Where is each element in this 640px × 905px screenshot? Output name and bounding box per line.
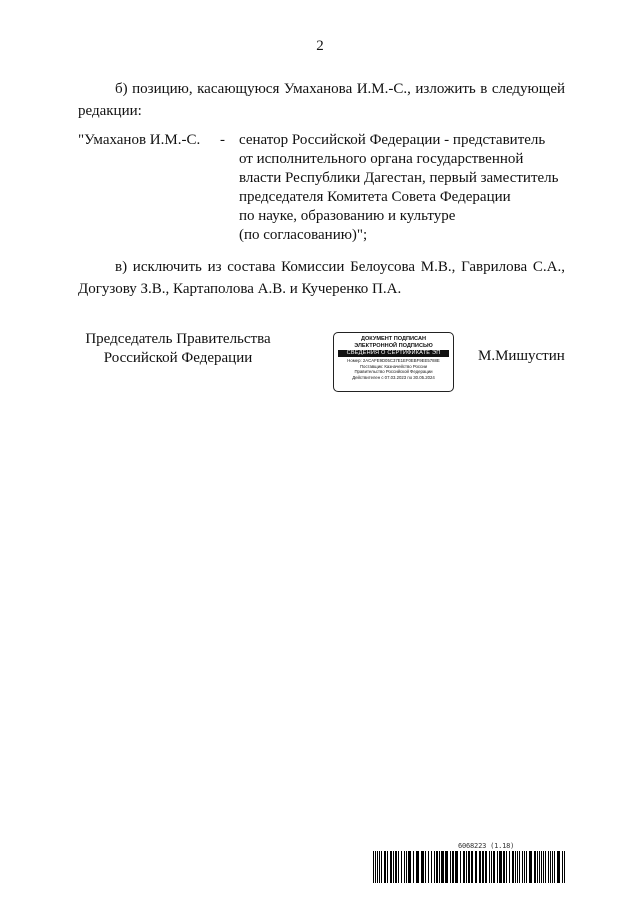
signatory-position-line: Председатель Правительства [85, 331, 271, 347]
stamp-validity: Действителен с 07.03.2023 по 30.05.2024 [352, 374, 435, 380]
paragraph-b-continuation: редакции: [78, 103, 142, 119]
stamp-certificate-number: Номер: 2ACAFE9D05C37E1EF0EBF9EE5788E [347, 358, 440, 363]
signatory-name: М.Мишустин [478, 348, 565, 364]
entry-description-line: по науке, образованию и культуре [239, 208, 456, 224]
electronic-signature-stamp [333, 332, 454, 392]
entry-description-line: власти Республики Дагестан, первый заместитель [239, 170, 559, 186]
paragraph-v-continuation: Догузову З.В., Картаполова А.В. и Кучеренко П.А. [78, 281, 402, 297]
paragraph-b-first-line: б) позицию, касающуюся Умаханова И.М.-С., изложить в следующей [115, 81, 565, 97]
entry-description-line: председателя Комитета Совета Федерации [239, 189, 511, 205]
stamp-title-line: ЭЛЕКТРОННОЙ ПОДПИСЬЮ [354, 342, 433, 349]
stamp-title [334, 336, 453, 349]
signatory-position-line: Российской Федерации [103, 350, 253, 366]
entry-description-line: от исполнительного органа государственной [239, 151, 524, 167]
signatory-position [78, 330, 278, 368]
stamp-owner: Правительство Российской Федерации [354, 369, 433, 375]
paragraph-v-first-line: в) исключить из состава Комиссии Белоусова М.В., Гаврилова С.А., [115, 259, 565, 275]
paragraph-b [78, 78, 565, 122]
stamp-title-line: ДОКУМЕНТ ПОДПИСАН [360, 336, 427, 342]
entry-description [239, 131, 579, 245]
barcode-caption: 6068223 (1.18) [458, 842, 515, 850]
entry-dash: - [220, 132, 225, 148]
stamp-certificate-band: СВЕДЕНИЯ О СЕРТИФИКАТЕ ЭП [338, 350, 449, 357]
entry-name: "Умаханов И.М.-С. [78, 132, 201, 148]
barcode-image [373, 851, 566, 883]
entry-description-line: (по согласованию)"; [239, 227, 368, 243]
entry-description-line: сенатор Российской Федерации - представитель [239, 132, 546, 148]
paragraph-v [78, 256, 565, 300]
page-number: 2 [316, 38, 324, 54]
stamp-supplier: Поставщик: Казначейство России [359, 363, 428, 369]
